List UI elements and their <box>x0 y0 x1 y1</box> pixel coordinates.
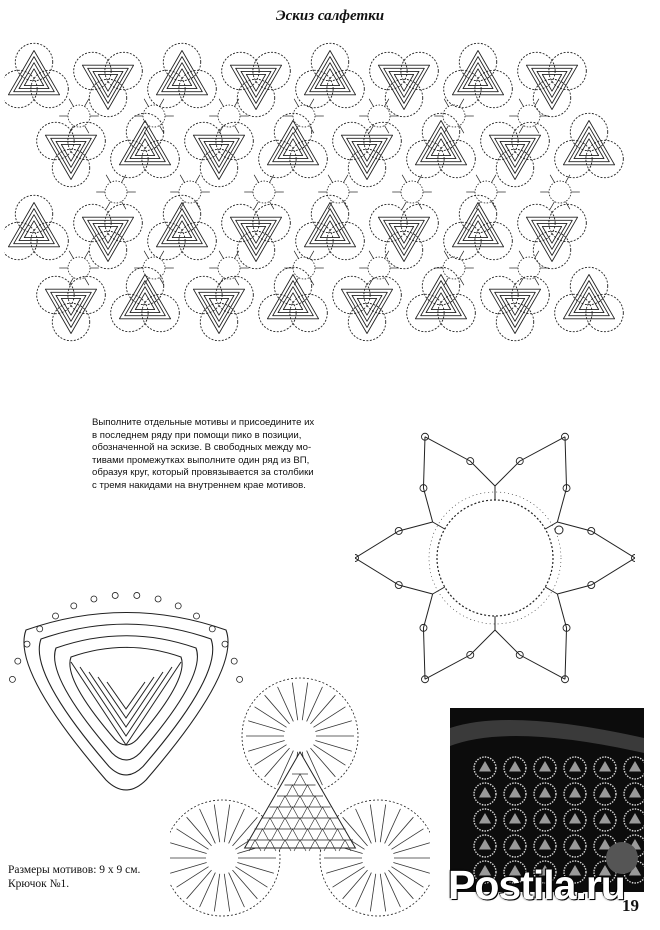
rosette-joining <box>209 99 249 133</box>
star-arm-line <box>423 437 432 522</box>
instructions-text <box>92 417 340 493</box>
photo-lace-rosette <box>534 783 556 805</box>
stitch-line <box>380 874 385 912</box>
rosette-joining <box>96 175 136 209</box>
picot-mark <box>193 613 199 619</box>
star-arm-line <box>355 558 433 594</box>
rosette-joining <box>509 251 549 285</box>
picot-mark <box>112 592 118 598</box>
picot-mark <box>71 603 77 609</box>
rosette-joining <box>134 251 174 285</box>
stitch-line <box>224 874 229 912</box>
triangle-motif <box>518 52 587 116</box>
star-arm-line <box>355 522 433 558</box>
inner-chain-circle <box>437 500 553 616</box>
triangle-motif <box>111 267 180 331</box>
napkin-sketch <box>4 32 624 372</box>
picot-mark <box>134 592 140 598</box>
stitch-line <box>187 817 212 846</box>
picot-mark <box>155 596 161 602</box>
instruction-line: образуя круг, который провязывается за столбики <box>92 467 314 479</box>
photo-lace-rosette <box>474 757 496 779</box>
stitch-line <box>200 873 216 908</box>
photo-lace-rosette <box>624 757 644 779</box>
triangle-motif <box>518 204 587 268</box>
photo-lace-rosette <box>474 835 496 857</box>
triangle-motif <box>296 43 365 107</box>
rosette-joining <box>209 251 249 285</box>
triangle-motif <box>37 122 106 186</box>
rosette-joining <box>318 175 358 209</box>
chevron-line <box>107 682 145 709</box>
instruction-line: тивами промежутках выполните один ряд из ВП, <box>92 454 310 466</box>
instruction-line: Выполните отдельные мотивы и присоедините их <box>92 417 315 428</box>
picot-mark <box>91 596 97 602</box>
photo-lace-rosette <box>564 757 586 779</box>
rosette-joining <box>134 99 174 133</box>
rosette-joining <box>392 175 432 209</box>
picot-mark <box>9 676 15 682</box>
photo-lace-rosette <box>504 809 526 831</box>
triangle-motif <box>370 52 439 116</box>
photo-lace-rosette <box>504 757 526 779</box>
photo-lace-rosette <box>564 835 586 857</box>
stitch-line <box>187 870 212 899</box>
photo-lace-rosette <box>474 783 496 805</box>
spoke-line <box>433 522 445 529</box>
rosette-joining <box>359 251 399 285</box>
triangle-motif <box>222 52 291 116</box>
photo-lace-rosette <box>594 757 616 779</box>
triangle-motif <box>481 122 550 186</box>
rosette-joining <box>170 175 210 209</box>
photo-lace-rosette <box>594 783 616 805</box>
stitch-line <box>356 809 372 844</box>
rosette-joining <box>59 251 99 285</box>
star-arm-line <box>495 437 565 486</box>
photo-lace-rosette <box>564 783 586 805</box>
stitch-line <box>265 695 290 724</box>
photo-lace-rosette <box>504 783 526 805</box>
picot-mark <box>209 626 215 632</box>
picot-mark <box>175 603 181 609</box>
stitch-line <box>200 809 216 844</box>
picot-mark <box>24 641 30 647</box>
rosette-joining <box>284 99 324 133</box>
star-arm-line <box>557 558 635 594</box>
picot-mark <box>15 658 21 664</box>
triangle-motif <box>259 267 328 331</box>
photo-lace-rosette <box>474 809 496 831</box>
triangle-motif <box>148 43 217 107</box>
rosette-joining <box>434 251 474 285</box>
stitch-line <box>370 805 375 843</box>
motif-stitch-diagram <box>170 676 430 926</box>
triangle-motif <box>444 43 513 107</box>
triangle-motif <box>333 122 402 186</box>
star-arm-line <box>557 522 635 558</box>
triangle-motif <box>481 276 550 340</box>
triangle-motif <box>407 267 476 331</box>
photo-lace-rosette <box>624 783 644 805</box>
page-number: 19 <box>622 896 639 915</box>
triangle-motif <box>74 52 143 116</box>
stitch-line <box>356 873 372 908</box>
stitch-line <box>307 687 323 722</box>
join-diagram <box>355 398 635 708</box>
watermark-text: Postila.ru <box>448 862 625 908</box>
stitch-line <box>278 687 294 722</box>
size-info <box>8 864 140 891</box>
photo-lace-rosette <box>564 809 586 831</box>
page-title: Эскиз салфетки <box>275 8 385 24</box>
chevron-line <box>80 667 172 736</box>
stitch-line <box>214 805 219 843</box>
center-triangle <box>245 752 356 848</box>
triangle-motif <box>222 204 291 268</box>
triangle-motif <box>370 204 439 268</box>
star-arm-line <box>495 630 565 679</box>
photo-lace-rosette <box>624 809 644 831</box>
rosette-joining <box>509 99 549 133</box>
rosette-joining <box>244 175 284 209</box>
stitch-line <box>343 870 368 899</box>
photo-lace-rosette <box>534 835 556 857</box>
stitch-line <box>385 873 401 908</box>
rosette-joining <box>59 99 99 133</box>
triangle-motif <box>185 276 254 340</box>
picot-mark <box>231 658 237 664</box>
stitch-line <box>224 805 229 843</box>
star-arm-line <box>423 594 432 679</box>
picot-mark <box>37 626 43 632</box>
stitch-line <box>388 870 413 899</box>
motif-size-text: Размеры мотивов: 9 х 9 см. <box>8 864 141 876</box>
photo-lace-rosette <box>534 757 556 779</box>
stitch-line <box>229 809 245 844</box>
triangle-motif <box>4 195 68 259</box>
stitch-line <box>385 809 401 844</box>
rosette-joining <box>540 175 580 209</box>
stitch-line <box>370 874 375 912</box>
photo-lace-rosette <box>534 809 556 831</box>
star-arm-line <box>557 594 566 679</box>
triangle-motif <box>37 276 106 340</box>
stitch-line <box>265 748 290 777</box>
star-arm-line <box>425 437 495 486</box>
treble-ring <box>429 492 561 624</box>
triangle-motif <box>185 122 254 186</box>
triangle-motif <box>333 276 402 340</box>
triangle-motif <box>74 204 143 268</box>
hook-size-text: Крючок №1. <box>8 877 70 890</box>
triangle-motif <box>555 113 624 177</box>
triangle-motif <box>444 195 513 259</box>
stitch-line <box>232 870 257 899</box>
motif-outline-round <box>70 647 182 745</box>
triangle-motif <box>4 43 68 107</box>
instruction-line: обозначенной на эскизе. В свободных между мо- <box>92 442 312 454</box>
photo-fabric <box>450 720 644 753</box>
stitch-line <box>214 874 219 912</box>
photo-lace-rosette <box>504 835 526 857</box>
picot-mark <box>222 641 228 647</box>
picot-mark <box>53 613 59 619</box>
star-arm-line <box>557 437 566 522</box>
stitch-line <box>310 748 335 777</box>
stitch-line <box>310 695 335 724</box>
stitch-line <box>292 683 297 721</box>
stitch-line <box>388 817 413 846</box>
triangle-motif <box>407 113 476 177</box>
stitch-line <box>302 683 307 721</box>
instruction-line: с тремя накидами на внутреннем крае мотивов. <box>92 479 306 491</box>
photo-lace-rosette <box>594 809 616 831</box>
stitch-line <box>380 805 385 843</box>
instruction-line: в последнем ряду при помощи пико в позиции, <box>92 429 302 441</box>
rosette-joining <box>466 175 506 209</box>
triangle-motif <box>259 113 328 177</box>
start-mark <box>555 526 563 534</box>
stitch-line <box>229 873 245 908</box>
spoke-line <box>433 587 445 594</box>
triangle-motif <box>555 267 624 331</box>
triangle-motif <box>148 195 217 259</box>
star-arm-line <box>425 630 495 679</box>
triangle-motif <box>296 195 365 259</box>
